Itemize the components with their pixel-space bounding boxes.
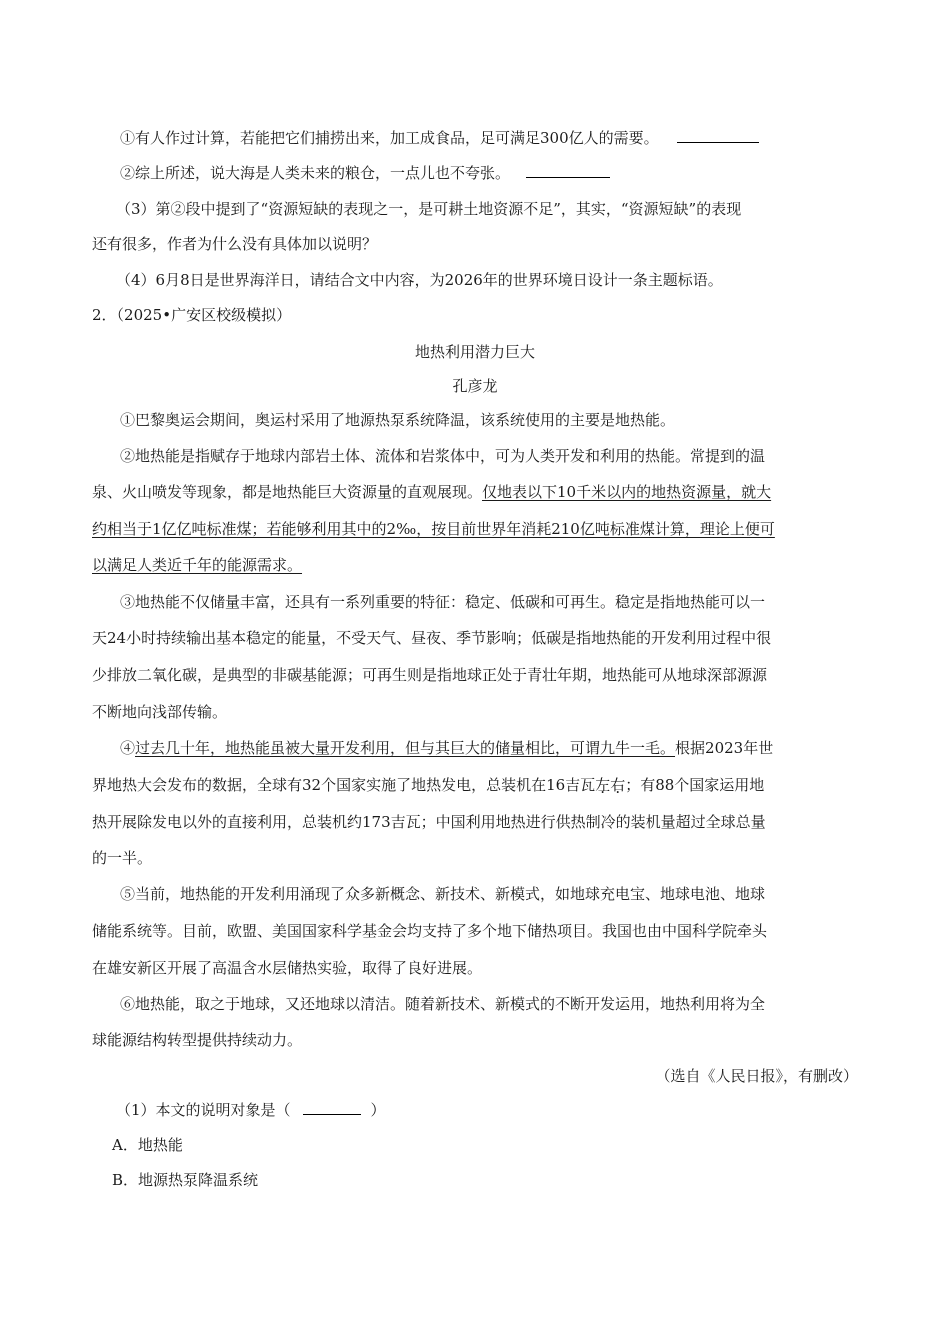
paragraph-2-line3: 约相当于1亿亿吨标准煤；若能够利用其中的2‰，按目前世界年消耗210亿吨标准煤计算，理论上便可 [92, 520, 775, 538]
paragraph-2-line1: ②地热能是指赋存于地球内部岩土体、流体和岩浆体中，可为人类开发和利用的热能。常提到的温 [120, 447, 766, 465]
paragraph-6-line2: 球能源结构转型提供持续动力。 [92, 1031, 303, 1049]
prev-item-2: ②综上所述，说大海是人类未来的粮仓，一点儿也不夸张。 [120, 163, 610, 183]
answer-blank-q1[interactable] [303, 1100, 361, 1115]
paragraph-3-line3: 少排放二氧化碳，是典型的非碳基能源；可再生则是指地球正处于青壮年期，地热能可从地球深部源源 [92, 666, 768, 684]
option-b[interactable]: B．地源热泵降温系统 [112, 1171, 259, 1189]
paragraph-6-line1: ⑥地热能，取之于地球，又还地球以清洁。随着新技术、新模式的不断开发运用，地热利用将为全 [120, 995, 766, 1013]
paragraph-3-line2: 天24小时持续输出基本稳定的能量，不受天气、昼夜、季节影响；低碳是指地热能的开发利用过程中很 [92, 629, 772, 647]
source-citation: （选自《人民日报》，有删改） [655, 1067, 858, 1085]
underlined-sentence: 仅地表以下10千米以内的地热资源量，就大 [482, 483, 772, 501]
paragraph-4-line2: 界地热大会发布的数据，全球有32个国家实施了地热发电，总装机在16吉瓦左右；有88个国家运用地 [92, 776, 765, 794]
option-a[interactable]: A．地热能 [112, 1136, 183, 1154]
paragraph-5-line2: 储能系统等。目前，欧盟、美国国家科学基金会均支持了多个地下储热项目。我国也由中国科学院牵头 [92, 922, 768, 940]
article-title: 地热利用潜力巨大 [414, 343, 535, 361]
prev-q3-line2: 还有很多，作者为什么没有具体加以说明？ [92, 235, 378, 253]
paragraph-1: ①巴黎奥运会期间，奥运村采用了地源热泵系统降温，该系统使用的主要是地热能。 [120, 411, 676, 429]
paragraph-4-line1: ④过去几十年，地热能虽被大量开发利用，但与其巨大的储量相比，可谓九牛一毛。根据2023年世 [120, 739, 774, 757]
prev-item-1: ①有人作过计算，若能把它们捕捞出来，加工成食品，足可满足300亿人的需要。 [120, 128, 759, 148]
prev-q4: （4）6月8日是世界海洋日，请结合文中内容，为2026年的世界环境日设计一条主题标语。 [116, 271, 723, 289]
emphasis-dot-char: 左 [595, 776, 611, 794]
question-1: （1）本文的说明对象是（ ） [116, 1101, 386, 1119]
answer-blank-2[interactable] [526, 163, 610, 178]
paragraph-4-line4: 的一半。 [92, 849, 153, 867]
question-header: 2．（2025•广安区校级模拟） [92, 306, 292, 324]
emphasis-dot-char: 右 [610, 776, 626, 794]
paragraph-2-line4: 以满足人类近千年的能源需求。 [92, 556, 303, 574]
paragraph-5-line3: 在雄安新区开展了高温含水层储热实验，取得了良好进展。 [92, 959, 483, 977]
paragraph-3-line4: 不断地向浅部传输。 [92, 703, 228, 721]
answer-blank-1[interactable] [677, 128, 759, 143]
underlined-sentence-2: 过去几十年，地热能虽被大量开发利用，但与其巨大的储量相比，可谓九牛一毛。 [135, 739, 676, 757]
paragraph-3-line1: ③地热能不仅储量丰富，还具有一系列重要的特征：稳定、低碳和可再生。稳定是指地热能可以一 [120, 593, 766, 611]
paragraph-4-line3: 热开展除发电以外的直接利用，总装机约173吉瓦；中国利用地热进行供热制冷的装机量超过全球总量 [92, 813, 766, 831]
article-author: 孔彦龙 [452, 377, 498, 395]
paragraph-5-line1: ⑤当前，地热能的开发利用涌现了众多新概念、新技术、新模式，如地球充电宝、地球电池、地球 [120, 885, 766, 903]
prev-q3-line1: （3）第②段中提到了“资源短缺的表现之一，是可耕土地资源不足”，其实，“资源短缺”的表现 [116, 200, 742, 218]
paragraph-2-line2: 泉、火山喷发等现象，都是地热能巨大资源量的直观展现。仅地表以下10千米以内的地热资源量，就大 [92, 483, 772, 501]
